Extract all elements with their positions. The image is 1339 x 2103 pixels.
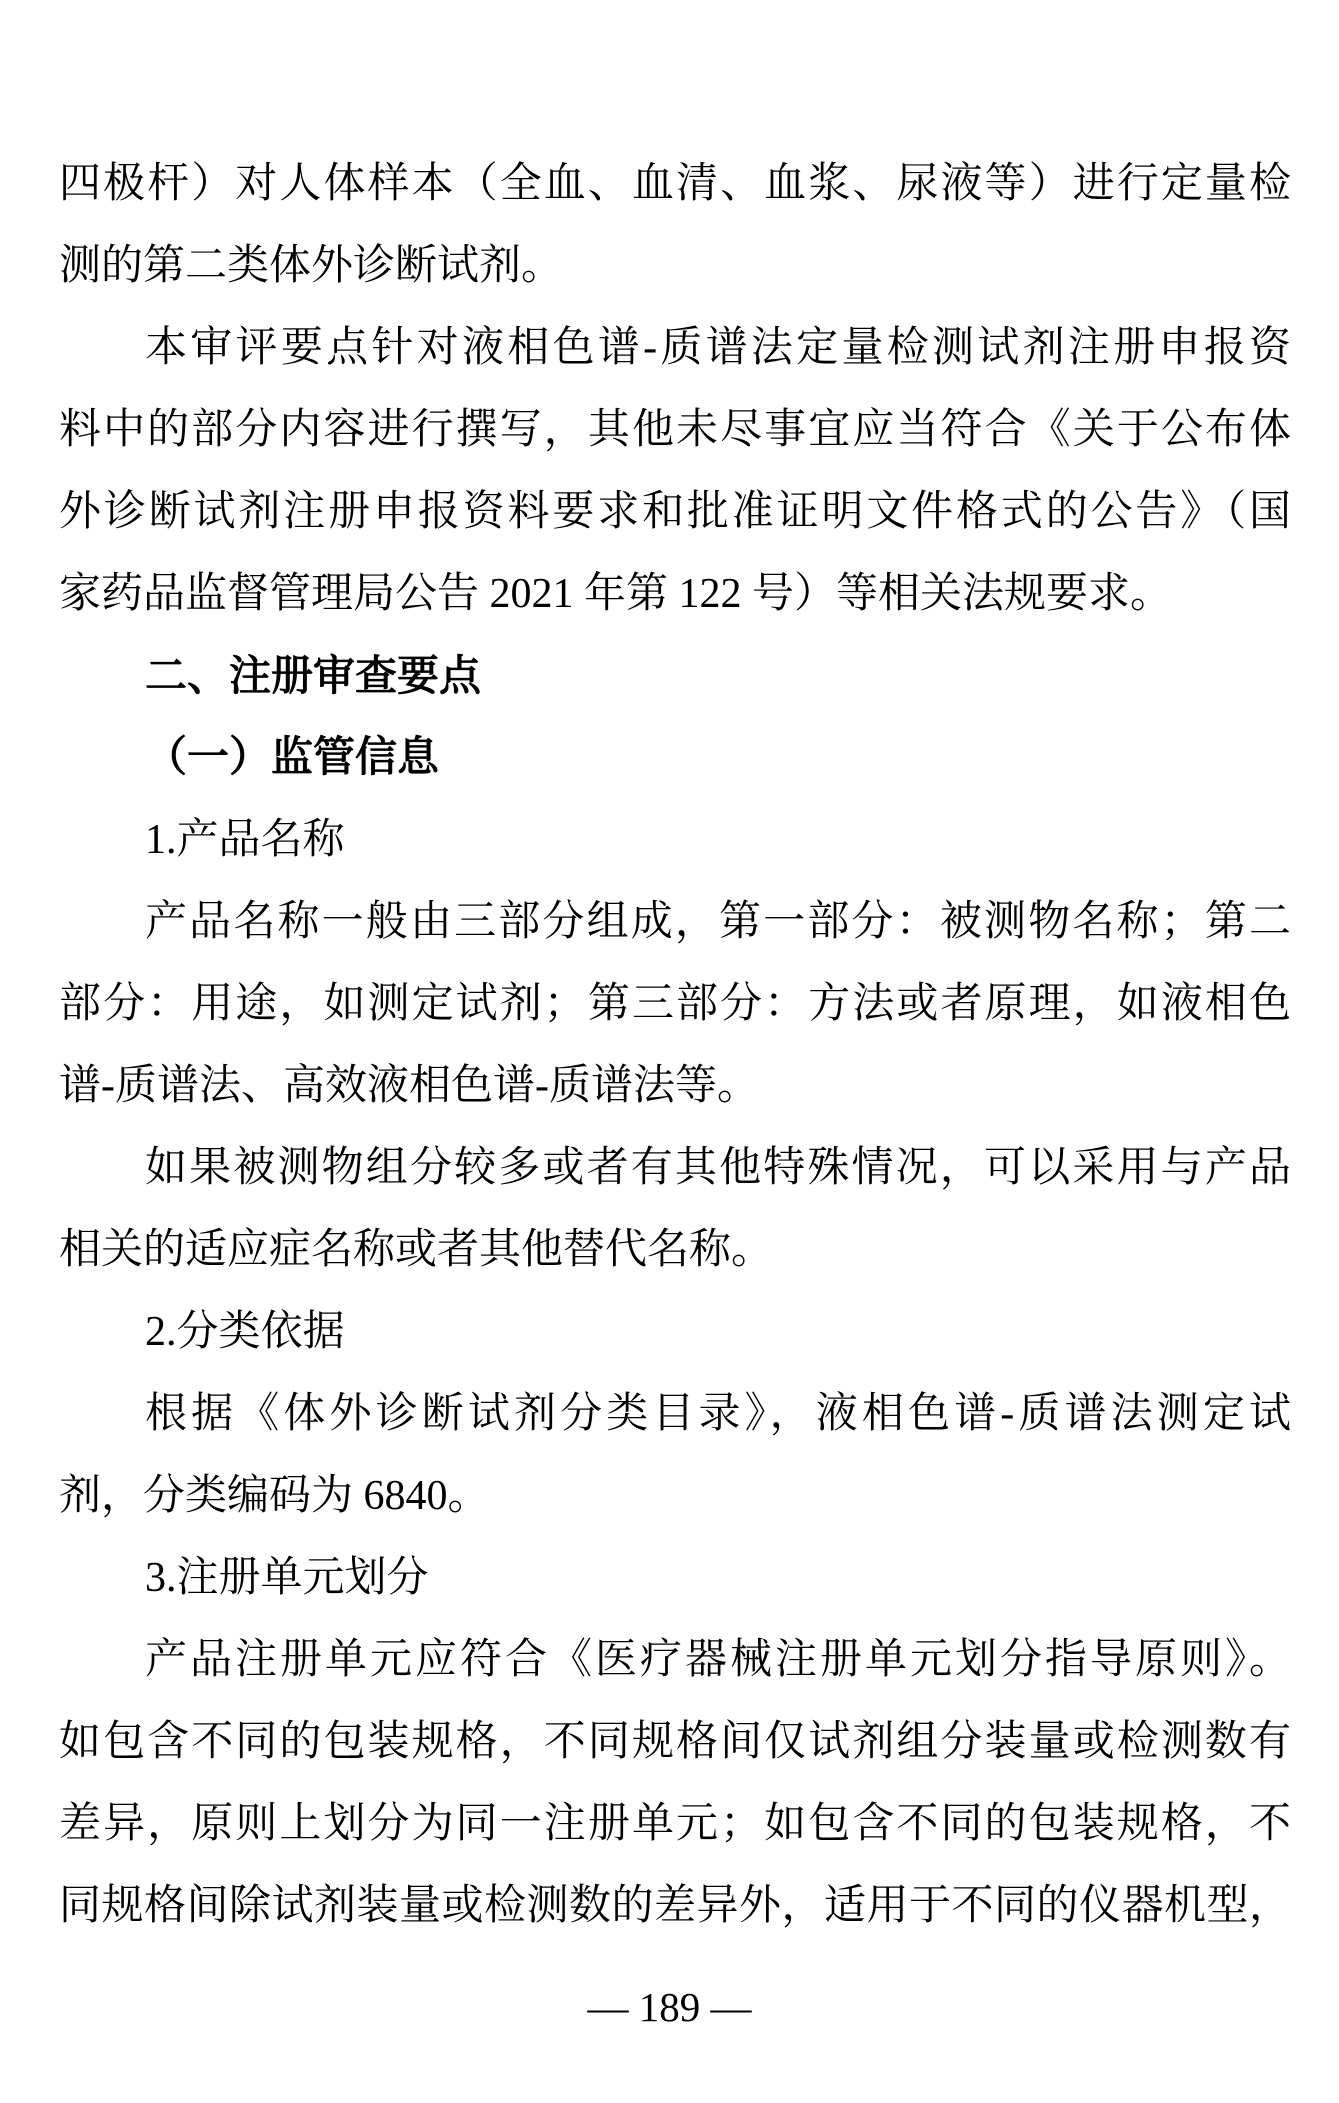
numbered-heading: 3.注册单元划分 [145, 1555, 429, 1601]
numbered-heading: 2.分类依据 [145, 1309, 345, 1355]
text-line: 外诊断试剂注册申报资料要求和批准证明文件格式的公告》（国 [59, 489, 1291, 535]
text-line: 本审评要点针对液相色谱-质谱法定量检测试剂注册申报资 [145, 325, 1291, 371]
text-line: 部分：用途，如测定试剂；第三部分：方法或者原理，如液相色 [59, 981, 1291, 1027]
text-line: 如果被测物组分较多或者有其他特殊情况，可以采用与产品 [145, 1145, 1291, 1191]
page-number: — 189 — [587, 1984, 752, 2030]
text-line: 家药品监督管理局公告 2021 年第 122 号）等相关法规要求。 [59, 571, 1173, 617]
numbered-heading: 1.产品名称 [145, 817, 345, 863]
text-line: 产品名称一般由三部分组成，第一部分：被测物名称；第二 [145, 899, 1291, 945]
text-line: 同规格间除试剂装量或检测数的差异外，适用于不同的仪器机型， [59, 1883, 1291, 1929]
text-block [59, 143, 1291, 1947]
text-line: 产品注册单元应符合《医疗器械注册单元划分指导原则》。 [145, 1637, 1291, 1683]
text-line: 谱-质谱法、高效液相色谱-质谱法等。 [59, 1063, 759, 1109]
text-line: 剂，分类编码为 6840。 [59, 1473, 490, 1519]
text-line: 相关的适应症名称或者其他替代名称。 [59, 1227, 774, 1273]
text-line: 根据《体外诊断试剂分类目录》，液相色谱-质谱法测定试 [145, 1391, 1291, 1437]
text-line: 如包含不同的包装规格，不同规格间仅试剂组分装量或检测数有 [59, 1719, 1291, 1765]
text-line: 测的第二类体外诊断试剂。 [59, 243, 564, 289]
text-line: 料中的部分内容进行撰写，其他未尽事宜应当符合《关于公布体 [59, 407, 1291, 453]
text-line: 差异，原则上划分为同一注册单元；如包含不同的包装规格，不 [59, 1801, 1291, 1847]
page-footer [0, 1985, 1339, 2029]
section-heading: 二、注册审查要点 [145, 651, 482, 700]
subsection-heading: （一）监管信息 [145, 735, 440, 781]
text-line: 四极杆）对人体样本（全血、血清、血浆、尿液等）进行定量检 [59, 161, 1291, 207]
